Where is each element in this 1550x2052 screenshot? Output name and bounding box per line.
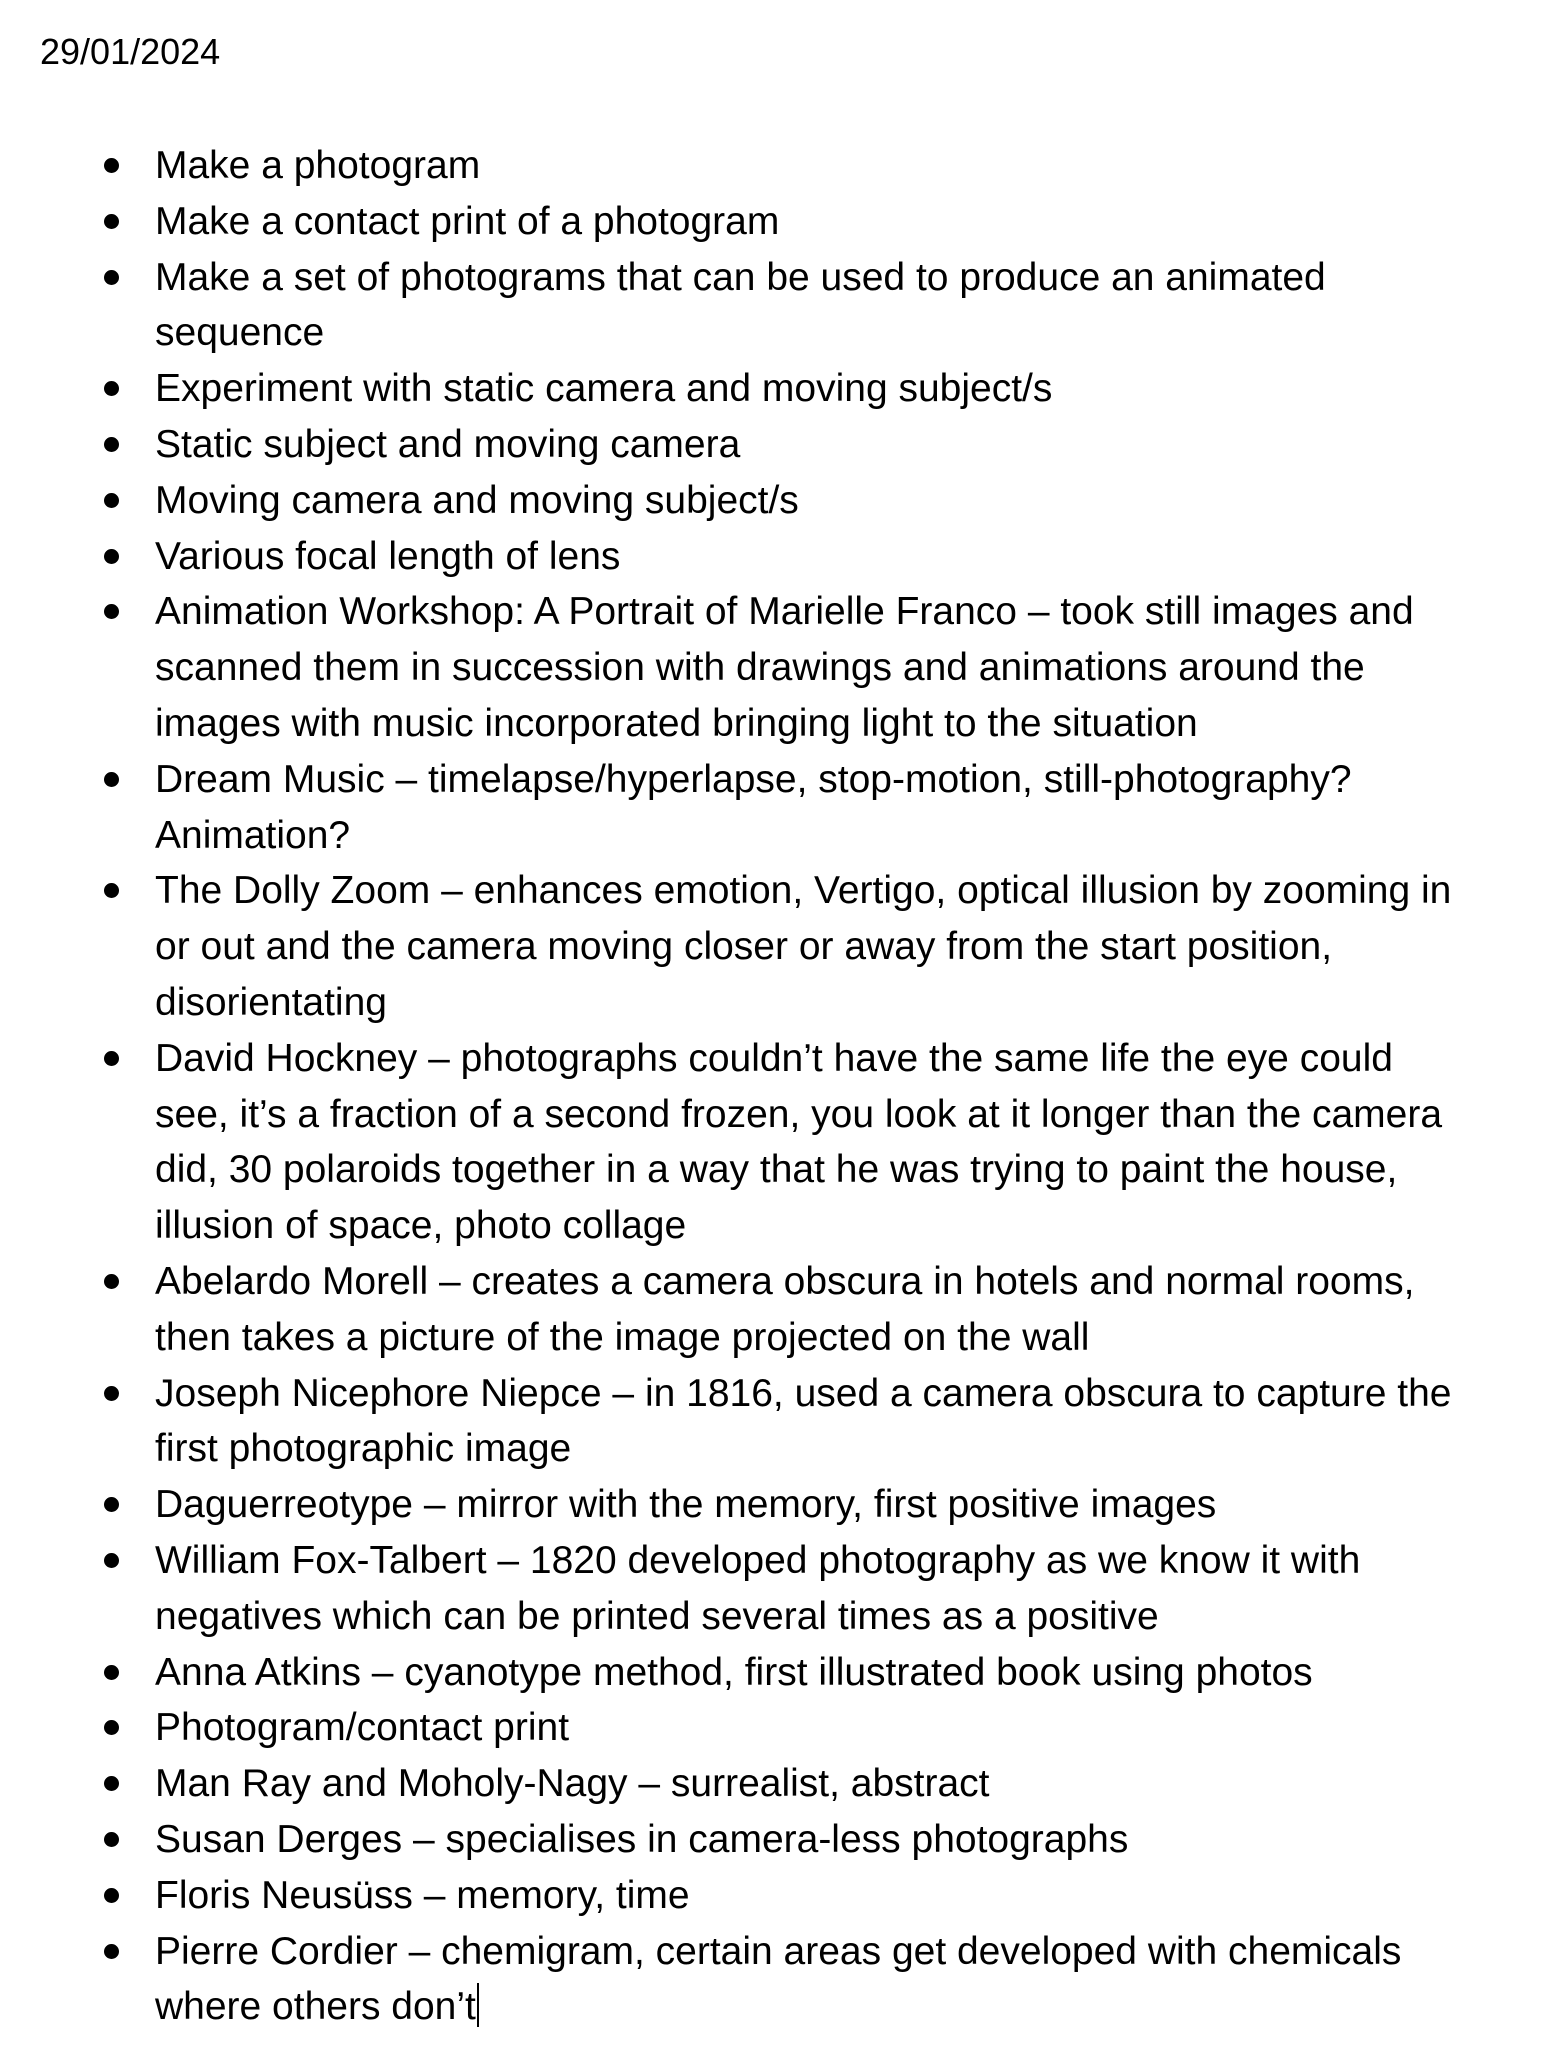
list-item-text: Moving camera and moving subject/s (155, 478, 799, 522)
list-item-text: David Hockney – photographs couldn’t have the same life the eye could see, it’s a fraction of a second frozen, you look at it longer than the camera did, 30 polaroids together in a way that he was trying to paint the house, illusion of space, photo collage (155, 1036, 1443, 1248)
list-item-text: William Fox-Talbert – 1820 developed photography as we know it with negatives which can be printed several times as a positive (155, 1538, 1361, 1638)
list-item[interactable] (155, 194, 1465, 250)
bullet-icon (104, 1832, 119, 1847)
bullet-icon (104, 1720, 119, 1735)
list-item[interactable] (155, 752, 1465, 864)
list-item[interactable] (155, 1533, 1465, 1645)
bullet-icon (104, 381, 119, 396)
list-item[interactable] (155, 1868, 1465, 1924)
list-item[interactable] (155, 1700, 1465, 1756)
list-item-text: Joseph Nicephore Niepce – in 1816, used a camera obscura to capture the first photographic image (155, 1371, 1452, 1471)
bullet-icon (104, 270, 119, 285)
bullet-icon (104, 1386, 119, 1401)
list-item[interactable] (155, 250, 1465, 362)
list-item[interactable] (155, 1756, 1465, 1812)
list-item[interactable] (155, 529, 1465, 585)
list-item-text: Make a set of photograms that can be used to produce an animated sequence (155, 255, 1326, 355)
bullet-icon (104, 1944, 119, 1959)
bullet-icon (104, 1553, 119, 1568)
bullet-icon (104, 493, 119, 508)
list-item-text: Make a contact print of a photogram (155, 199, 780, 243)
list-item-text: Dream Music – timelapse/hyperlapse, stop-motion, still-photography? Animation? (155, 757, 1352, 857)
list-item-text: The Dolly Zoom – enhances emotion, Vertigo, optical illusion by zooming in or out and the camera moving closer or away from the start position, disorientating (155, 869, 1452, 1024)
bullet-icon (104, 1274, 119, 1289)
list-item-text: Experiment with static camera and moving subject/s (155, 367, 1053, 411)
list-item[interactable] (155, 1924, 1465, 2036)
list-item-text: Daguerreotype – mirror with the memory, first positive images (155, 1483, 1217, 1527)
bullet-icon (104, 158, 119, 173)
list-item[interactable] (155, 473, 1465, 529)
bullet-icon (104, 214, 119, 229)
list-item-text: Susan Derges – specialises in camera-less photographs (155, 1817, 1129, 1861)
list-item-text: Anna Atkins – cyanotype method, first illustrated book using photos (155, 1650, 1313, 1694)
list-item-text: Abelardo Morell – creates a camera obscura in hotels and normal rooms, then takes a picture of the image projected on the wall (155, 1259, 1415, 1359)
list-item[interactable] (155, 1812, 1465, 1868)
bullet-icon (104, 1665, 119, 1680)
list-item[interactable] (155, 1366, 1465, 1478)
list-item[interactable] (155, 1254, 1465, 1366)
bullet-icon (104, 549, 119, 564)
list-item-text: Man Ray and Moholy-Nagy – surrealist, abstract (155, 1762, 990, 1806)
list-item[interactable] (155, 138, 1465, 194)
list-item[interactable] (155, 1645, 1465, 1701)
list-item-text: Pierre Cordier – chemigram, certain areas get developed with chemicals where others don’t (155, 1929, 1402, 2029)
bullet-icon (104, 604, 119, 619)
bullet-icon (104, 883, 119, 898)
bullet-icon (104, 1051, 119, 1066)
notes-bullet-list[interactable] (155, 138, 1465, 2035)
bullet-icon (104, 1497, 119, 1512)
list-item[interactable] (155, 361, 1465, 417)
list-item[interactable] (155, 1477, 1465, 1533)
list-item-text: Photogram/contact print (155, 1706, 570, 1750)
list-item[interactable] (155, 863, 1465, 1030)
list-item-text: Various focal length of lens (155, 534, 621, 578)
list-item-text: Animation Workshop: A Portrait of Marielle Franco – took still images and scanned them in succession with drawings and animations around the images with music incorporated bringing light to the situation (155, 590, 1414, 745)
list-item-text: Static subject and moving camera (155, 422, 741, 466)
text-cursor (477, 1983, 479, 2027)
document-date: 29/01/2024 (40, 31, 221, 72)
bullet-icon (104, 772, 119, 787)
bullet-icon (104, 437, 119, 452)
list-item-text: Floris Neusüss – memory, time (155, 1873, 690, 1917)
list-item[interactable] (155, 584, 1465, 751)
list-item[interactable] (155, 417, 1465, 473)
list-item-text: Make a photogram (155, 144, 481, 187)
bullet-icon (104, 1888, 119, 1903)
list-item[interactable] (155, 1031, 1465, 1254)
bullet-icon (104, 1776, 119, 1791)
